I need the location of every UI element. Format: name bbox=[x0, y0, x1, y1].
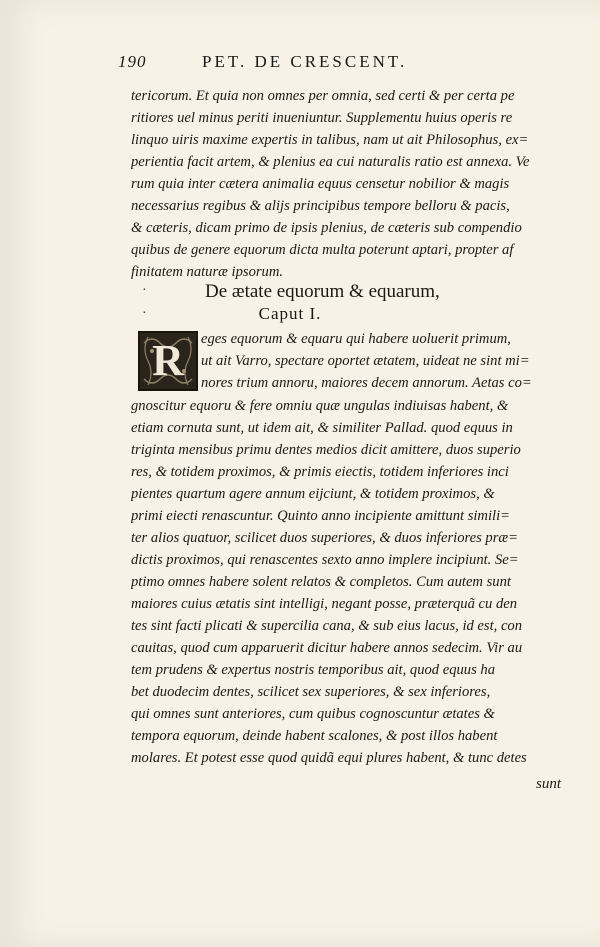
text-line: molares. Et potest esse quod quidã equi plures habent, & tunc detes bbox=[131, 750, 527, 766]
text-line: tes sint facti plicati & supercilia cana, & sub eius lacus, id est, con bbox=[131, 618, 523, 634]
catchword: sunt bbox=[536, 776, 562, 792]
text-line: triginta mensibus primu dentes medios dicit amittere, duos superio bbox=[131, 442, 521, 458]
text-line: tericorum. Et quia non omnes per omnia, sed certi & per certa pe bbox=[131, 88, 515, 104]
running-title: PET. DE CRESCENT. bbox=[202, 52, 408, 71]
text-line: eges equorum & equaru qui habere uoluerit primum, bbox=[201, 331, 511, 347]
page-number: 190 bbox=[118, 52, 147, 71]
text-line: ter alios quatuor, scilicet duos superiores, & duos inferiores præ= bbox=[131, 530, 518, 546]
text-line: tem prudens & expertus nostris temporibus ait, quod equus ha bbox=[131, 662, 496, 678]
text-line: necessarius regibus & alijs principibus tempore belloru & pacis, bbox=[131, 198, 510, 214]
text-line: quibus de genere equorum dicta multa poterunt aptari, propter af bbox=[131, 242, 514, 258]
text-line: rum quia inter cætera animalia equus censetur nobilior & magis bbox=[131, 176, 510, 192]
chapter-heading: De ætate equorum & equarum, bbox=[205, 281, 440, 302]
page-header bbox=[118, 52, 558, 82]
text-line: cauitas, quod cum apparuerit dicitur habere annos sedecim. Vir au bbox=[131, 640, 523, 656]
chapter-number-text: Caput I. bbox=[258, 304, 322, 323]
text-line: ritiores uel minus periti inueniuntur. Supplementu huius operis re bbox=[131, 110, 513, 126]
text-line: dictis proximos, qui renascentes sexto anno implere incipiunt. Se= bbox=[131, 552, 519, 568]
text-line: linquo uiris maxime expertis in talibus, nam ut ait Philosophus, ex= bbox=[131, 132, 529, 148]
text-line: etiam cornuta sunt, ut idem ait, & similiter Pallad. quod equus in bbox=[131, 420, 513, 436]
margin-mark: · bbox=[142, 306, 147, 321]
text-line: ptimo omnes habere solent relatos & completos. Cum autem sunt bbox=[131, 574, 511, 590]
decorated-initial bbox=[138, 331, 198, 391]
text-line: pientes quartum agere annum eijciunt, & totidem proximos, & bbox=[131, 486, 495, 502]
text-line: res, & totidem proximos, & primis eiectis, totidem inferiores inci bbox=[131, 464, 509, 480]
text-line: primi eiecti renascuntur. Quinto anno incipiente amittunt simili= bbox=[131, 508, 510, 524]
text-line: maiores cuius ætatis sint intelligi, negant posse, præterquã cu den bbox=[131, 596, 518, 612]
text-line: ut ait Varro, spectare oportet ætatem, uideat ne sint mi= bbox=[201, 353, 530, 369]
initial-letter: R bbox=[152, 336, 184, 385]
text-line: finitatem naturæ ipsorum. bbox=[131, 264, 284, 280]
text-line: bet duodecim dentes, scilicet sex superiores, & sex inferiores, bbox=[131, 684, 491, 700]
text-line: & cæteris, dicam primo de ipsis plenius, de cæteris sub compendio bbox=[131, 220, 522, 236]
text-line: qui omnes sunt anteriores, cum quibus cognoscuntur ætates & bbox=[131, 706, 495, 722]
margin-mark: · bbox=[142, 283, 147, 298]
chapter-number bbox=[0, 304, 600, 324]
text-line: gnoscitur equoru & fere omniu quæ ungulas indiuisas habent, & bbox=[131, 398, 509, 414]
text-line: perientia facit artem, & plenius ea cui naturalis ratio est annexa. Ve bbox=[131, 154, 530, 170]
text-line: tempora equorum, deinde habent scalones, & post illos habent bbox=[131, 728, 498, 744]
text-line: nores trium annoru, maiores decem annorum. Aetas co= bbox=[201, 375, 532, 391]
